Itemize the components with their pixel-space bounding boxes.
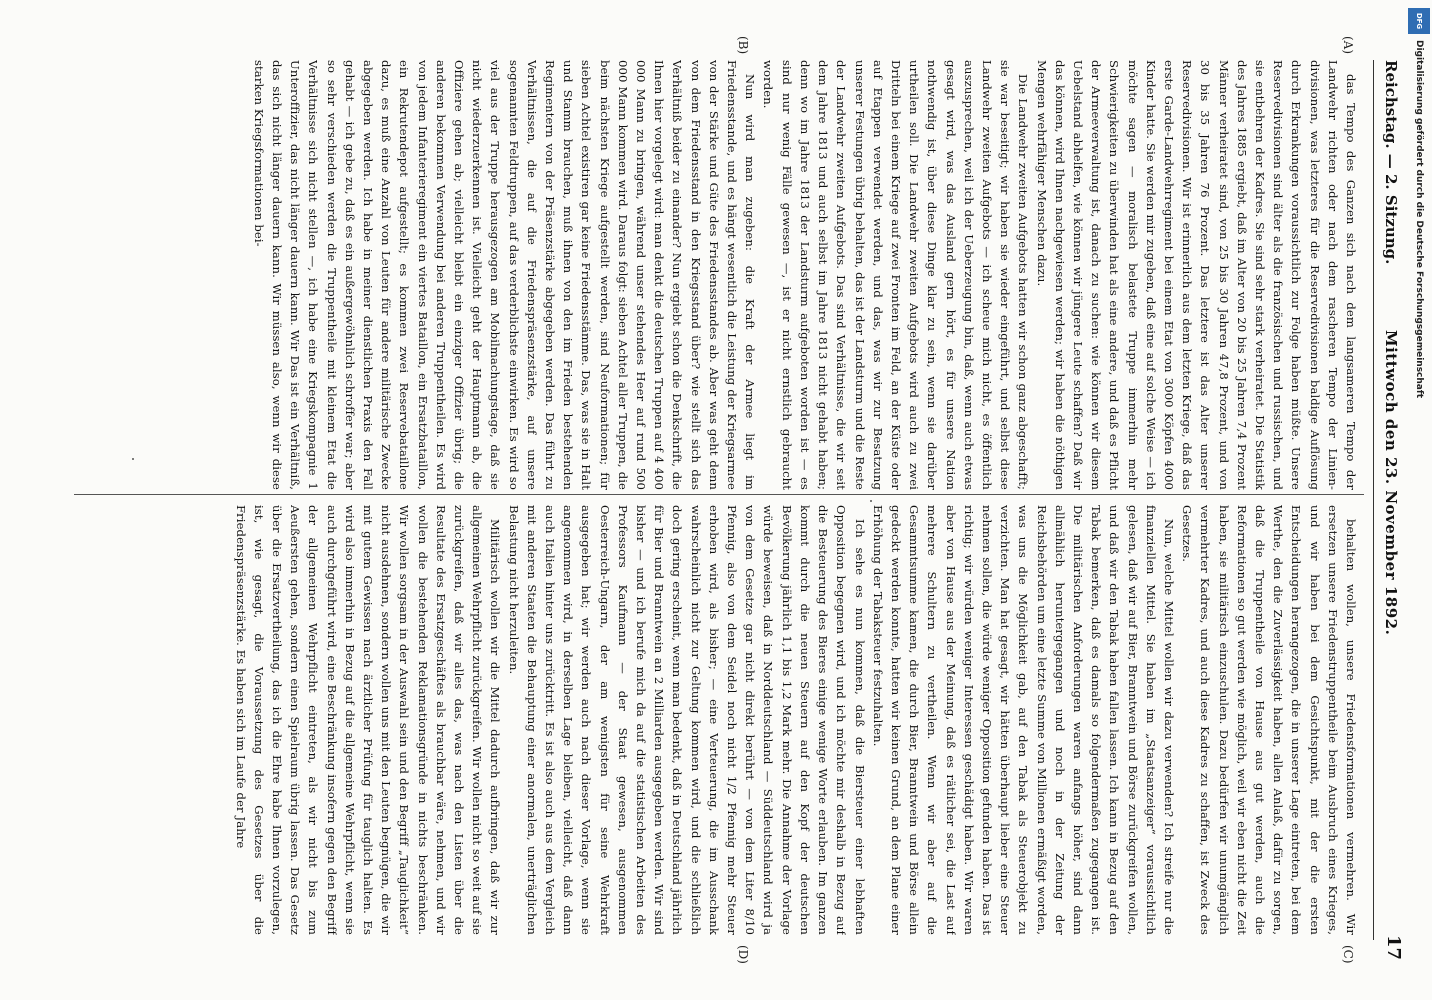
left-column [80, 60, 1360, 490]
scan-speck [132, 458, 134, 460]
digitization-credit: Digitalisierung gefördert durch die Deutsche Forschungsgemeinschaft [1414, 40, 1424, 399]
column-divider [74, 494, 1364, 495]
paragraph: Ich sehe es nun kommen, daß die Biersteuer einer lebhaften Opposition begegnen wird, und ich möchte mir deshalb in Bezug auf die Besteuerung des Bieres einige wenige Worte erlauben. Im ganzen kommt durch die neuen Steuern auf den Kopf der deutschen Bevölkerung jährlich 1,1 bis 1,2 Mark mehr. Die Annahme der Vorlage würde beweisen, daß in Norddeutschland — Süddeutschland wird ja von dem Gesetze gar nicht direkt berührt — von dem Liter 8/10 Pfennig, also von dem Seidel noch nicht 1/2 Pfennig mehr Steuer erhoben wird, als bisher; — eine Verteuerung, die im Ausschank wahrscheinlich nicht zur Geltung kommen wird, und die schließlich doch gering erscheint, wenn man bedenkt, daß in Deutschland jährlich für Bier und Branntwein an 2 Milliarden ausgegeben werden. Wir sind bisher — und ich berufe mich da auf die statistischen Arbeiten des Professors Kaufmann — der Staat gewesen, ausgenommen Oesterreich-Ungarn, der am wenigsten für seine Wehrkraft ausgegeben hat; wir werden auch nach dieser Vorlage, wenn sie angenommen wird, in derselben Lage bleiben, vielleicht, daß dann auch Italien hinter uns zurücktritt. Es ist also auch aus dem Vergleich mit anderen Staaten die Behauptung einer anormalen, unerträglichen Belastung nicht herzuleiten. [506, 505, 867, 935]
margin-marker-b: (B) [736, 36, 750, 55]
header-rule [1373, 60, 1374, 940]
header-left: Reichstag. — 2. Sitzung. [1382, 60, 1400, 265]
dfg-logo: DFG [1408, 8, 1430, 34]
rotated-page [30, 0, 1410, 1000]
paragraph: Nun, welche Mittel wollen wir dazu verwenden? Ich streife nur die finanziellen Mittel. Sie haben im „Staatsanzeiger“ voraussichtlich gelesen, daß wir auf Bier, Branntwein und Börse zurückgreifen wollen, und daß wir den Tabak haben fallen lassen. Ich kann in Bezug auf den Tabak bemerken, daß es damals so folgendermaßen zugegangen ist. Die militärischen Anforderungen waren anfangs höher, sind dann allmählich heruntergegangen und noch in der Zeitung der Reichsbehörden um eine letzte Summe von Millionen ermäßigt worden, was uns die Möglichkeit gab, auf den Tabak als Steuerobjekt zu verzichten. Man hat gesagt, wir hätten überhaupt lieber eine Steuer nehmen sollen, die würde weniger Opposition gefunden haben. Das ist richtig; wir würden weniger Interessen geschädigt haben. Wir waren aber von Hause aus der Meinung, daß es rätlicher sei, die Last auf mehrere Schultern zu vertheilen. Wenn wir aber auf die Gesammtsumme kamen, die durch Bier, Branntwein und Börse allein gedeckt werden konnte, hatten wir keinen Grund, an dem Plane einer Erhöhung der Tabaksteuer festzuhalten. [870, 505, 1176, 935]
paragraph: Militärisch wollen wir die Mittel dadurch aufbringen, daß wir zur allgemeinen Wehrpflicht zurückgreifen. Wir wollen nicht so weit auf sie zurückgreifen, daß wir alles das, was nach den Listen über die Resultate des Ersatzgeschäftes als brauchbar wäre, nehmen, und wir wollen die bestehenden Reklamationsgründe in nichts beschränken. Wir wollen sorgsam in der Auswahl sein und den Begriff „Tauglichkeit“ nicht ausdehnen, sondern wollen uns mit den Leuten begnügen, die wir mit gutem Gewissen nach ärztlicher Prüfung für tauglich halten. Es wird also immerhin in Bezug auf die allgemeine Wehrpflicht, wenn sie auch durchgeführt wird, eine Beschränkung insofern gegen den Begriff der allgemeinen Wehrpflicht eintreten, als wir nicht bis zum Aeußersten gehen, sondern einen Spielraum übrig lassen. Das Gesetz über die Ersatzvertheilung, das ich die Ehre habe Ihnen vorzulegen, ist, wie gesagt, die Voraussetzung des Gesetzes über die Friedenspräsenzstärke. Es haben sich im Laufe der Jahre [233, 505, 503, 935]
margin-marker-c: (C) [1341, 945, 1355, 964]
paragraph: Nun wird man zugeben: die Kraft der Armee liegt im Friedensstande, und es hängt wesentlich die Leistung der Kriegsarmee von der Stärke und Güte des Friedensstandes ab. Aber was geht denn von dem Friedensstand in den Kriegsstand über? wie stellt sich das Verhältniß beider zu einander? Nun ergiebt schon die Denkschrift, die Ihnen hier vorgelegt wird: man denkt die deutschen Truppen auf 4 400 000 Mann zu bringen, während unser stehendes Heer auf rund 500 000 Mann kommen wird. Daraus folgt: sieben Achtel aller Truppen, die beim nächsten Kriege aufgestellt werden, sind Neuformationen; für sieben Achtel existiren gar keine Friedensstämme. Das, was sie in Halt und Stamm brauchen, muß ihnen von den im Frieden bestehenden Regimentern von der Präsenzstärke abgegeben werden. Das führt zu Verhältnissen, die auf die Friedenspräsenzstärke, auf unsere sogenannten Feldtruppen, auf das verderblichste einwirken. Es wird so viel aus der Truppe herausgezogen am Mobilmachungstage, daß sie nicht wiederzuerkennen ist. Vielleicht geht der Hauptmann ab, die Offiziere gehen ab; vielleicht bleibt ein einziger Offizier übrig; die anderen bekommen Verwendung bei anderen Truppentheilen. Es wird von jedem Infanterieregiment ein viertes Bataillon, ein Ersatzbataillon, ein Rekrutendepot aufgestellt; es kommen zwei Reservebataillone dazu, es muß eine Anzahl von Leuten für andere militärische Zwecke abgegeben werden. Ich habe in meiner dienstlichen Praxis den Fall gehabt — ich gebe zu, daß es ein außergewöhnlich schroffer war; aber so sehr verschieden werden die Truppentheile mit kleinem Etat die Verhältnisse sich nicht stellen —, ich habe eine Kriegskompagnie 1 Unteroffizier, das nicht länger dauern kann. Wir Das ist ein Verhältniß, das sich nicht länger dauern kann. Wir müssen also, wenn wir diese starken Kriegsformationen bei- [251, 60, 758, 490]
page-number: 17 [1383, 935, 1404, 961]
margin-marker-a: (A) [1341, 36, 1355, 55]
paragraph: Die Landwehr zweiten Aufgebots hatten wir schon ganz abgeschafft; sie war beseitigt; wir haben sie wieder eingeführt, und selbst diese Landwehr zweiten Aufgebots — ich scheue mich nicht, es öffentlich auszusprechen, weil ich der Ueberzeugung bin, daß, wenn auch etwas gesagt wird, was das Ausland gern hört, es für unsere Nation nothwendig ist, über diese Dinge klar zu sein, wenn sie darüber urtheilen soll. Die Landwehr zweiten Aufgebots wird auch zu zwei Dritteln bei einem Kriege auf zwei Fronten im Feld, an der Küste oder auf Etappen verwendet werden, und das, was wir zur Besatzung unserer Festungen übrig behalten, das ist der Landsturm und die Reste der Landwehr zweiten Aufgebots. Das sind Verhältnisse, die wir seit dem Jahre 1813 und auch selbst im Jahre 1813 nicht gehabt haben; denn wo im Jahre 1813 der Landsturm aufgeboten worden ist — es sind nur wenig Fälle gewesen —, ist er nicht ernstlich gebraucht worden. [761, 60, 1031, 490]
header-date: Mittwoch den 23. November 1892. [1382, 330, 1400, 636]
margin-marker-d: (D) [736, 945, 750, 964]
scan-speck [870, 500, 872, 502]
paragraph: behalten wollen, unsere Friedensformationen vermehren. Wir ersetzen unsere Friedenstruppentheile beim Ausbruch eines Krieges, und wir haben bei dem Gesichtspunkt, mit der die ersten Entscheidungen herangezogen, die in unserer Lage eintreten, bei dem Werthe, den die Zuverlässigkeit haben, allen Anlaß, dafür zu sorgen, daß die Truppentheile von Hause aus gut werden, auch die Reformationen so gut werden wie möglich, weil wir eben nicht die Zeit haben, sie militärisch einzuschulen. Dazu bedürfen wir unumgänglich vermehrter Kadres, und auch diese Kadres zu schaffen, ist Zweck des Gesetzes. [1180, 505, 1358, 935]
paragraph: das Tempo des Ganzen sich nach dem langsameren Tempo der Landwehr richten oder nach dem rascheren Tempo der Linien-divisionen, was letzteres für die Reservedivisionen baldige Auflösung durch Erkrankungen voraussichtlich zur Folge haben müßte. Unsere Reservedivisionen sind älter als die französischen und russischen, und sie entbehren der Kadres. Sie sind sehr stark verheiratet. Die Statistik des Jahres 1885 ergiebt, daß im Alter von 20 bis 25 Jahren 7,4 Prozent Männer verheiratet sind, von 25 bis 30 Jahren 47,8 Prozent, und von 30 bis 35 Jahren 76 Prozent. Das letztere ist das Alter unserer Reservedivisionen. Wir ist erinnerlich aus dem letzten Kriege, daß das erste Garde-Landwehrregiment bei einem Etat von 3000 Köpfen 4000 Kinder hatte. Sie werden mir zugeben, daß eine auf solche Weise — ich möchte sagen — moralisch belastete Truppe immerhin mehr Schwierigkeiten zu überwinden hat als eine andere, und daß es Pflicht der Armeeverwaltung ist, danach zu suchen: wie können wir diesem Uebelstand abhelfen, wie können wir jüngere Leute schaffen? Daß wir das können, wird Ihnen nachgewiesen werden; wir haben die nöthigen Mengen wehrfähiger Menschen dazu. [1034, 60, 1358, 490]
right-column [80, 505, 1360, 935]
page-header [1370, 0, 1410, 1000]
